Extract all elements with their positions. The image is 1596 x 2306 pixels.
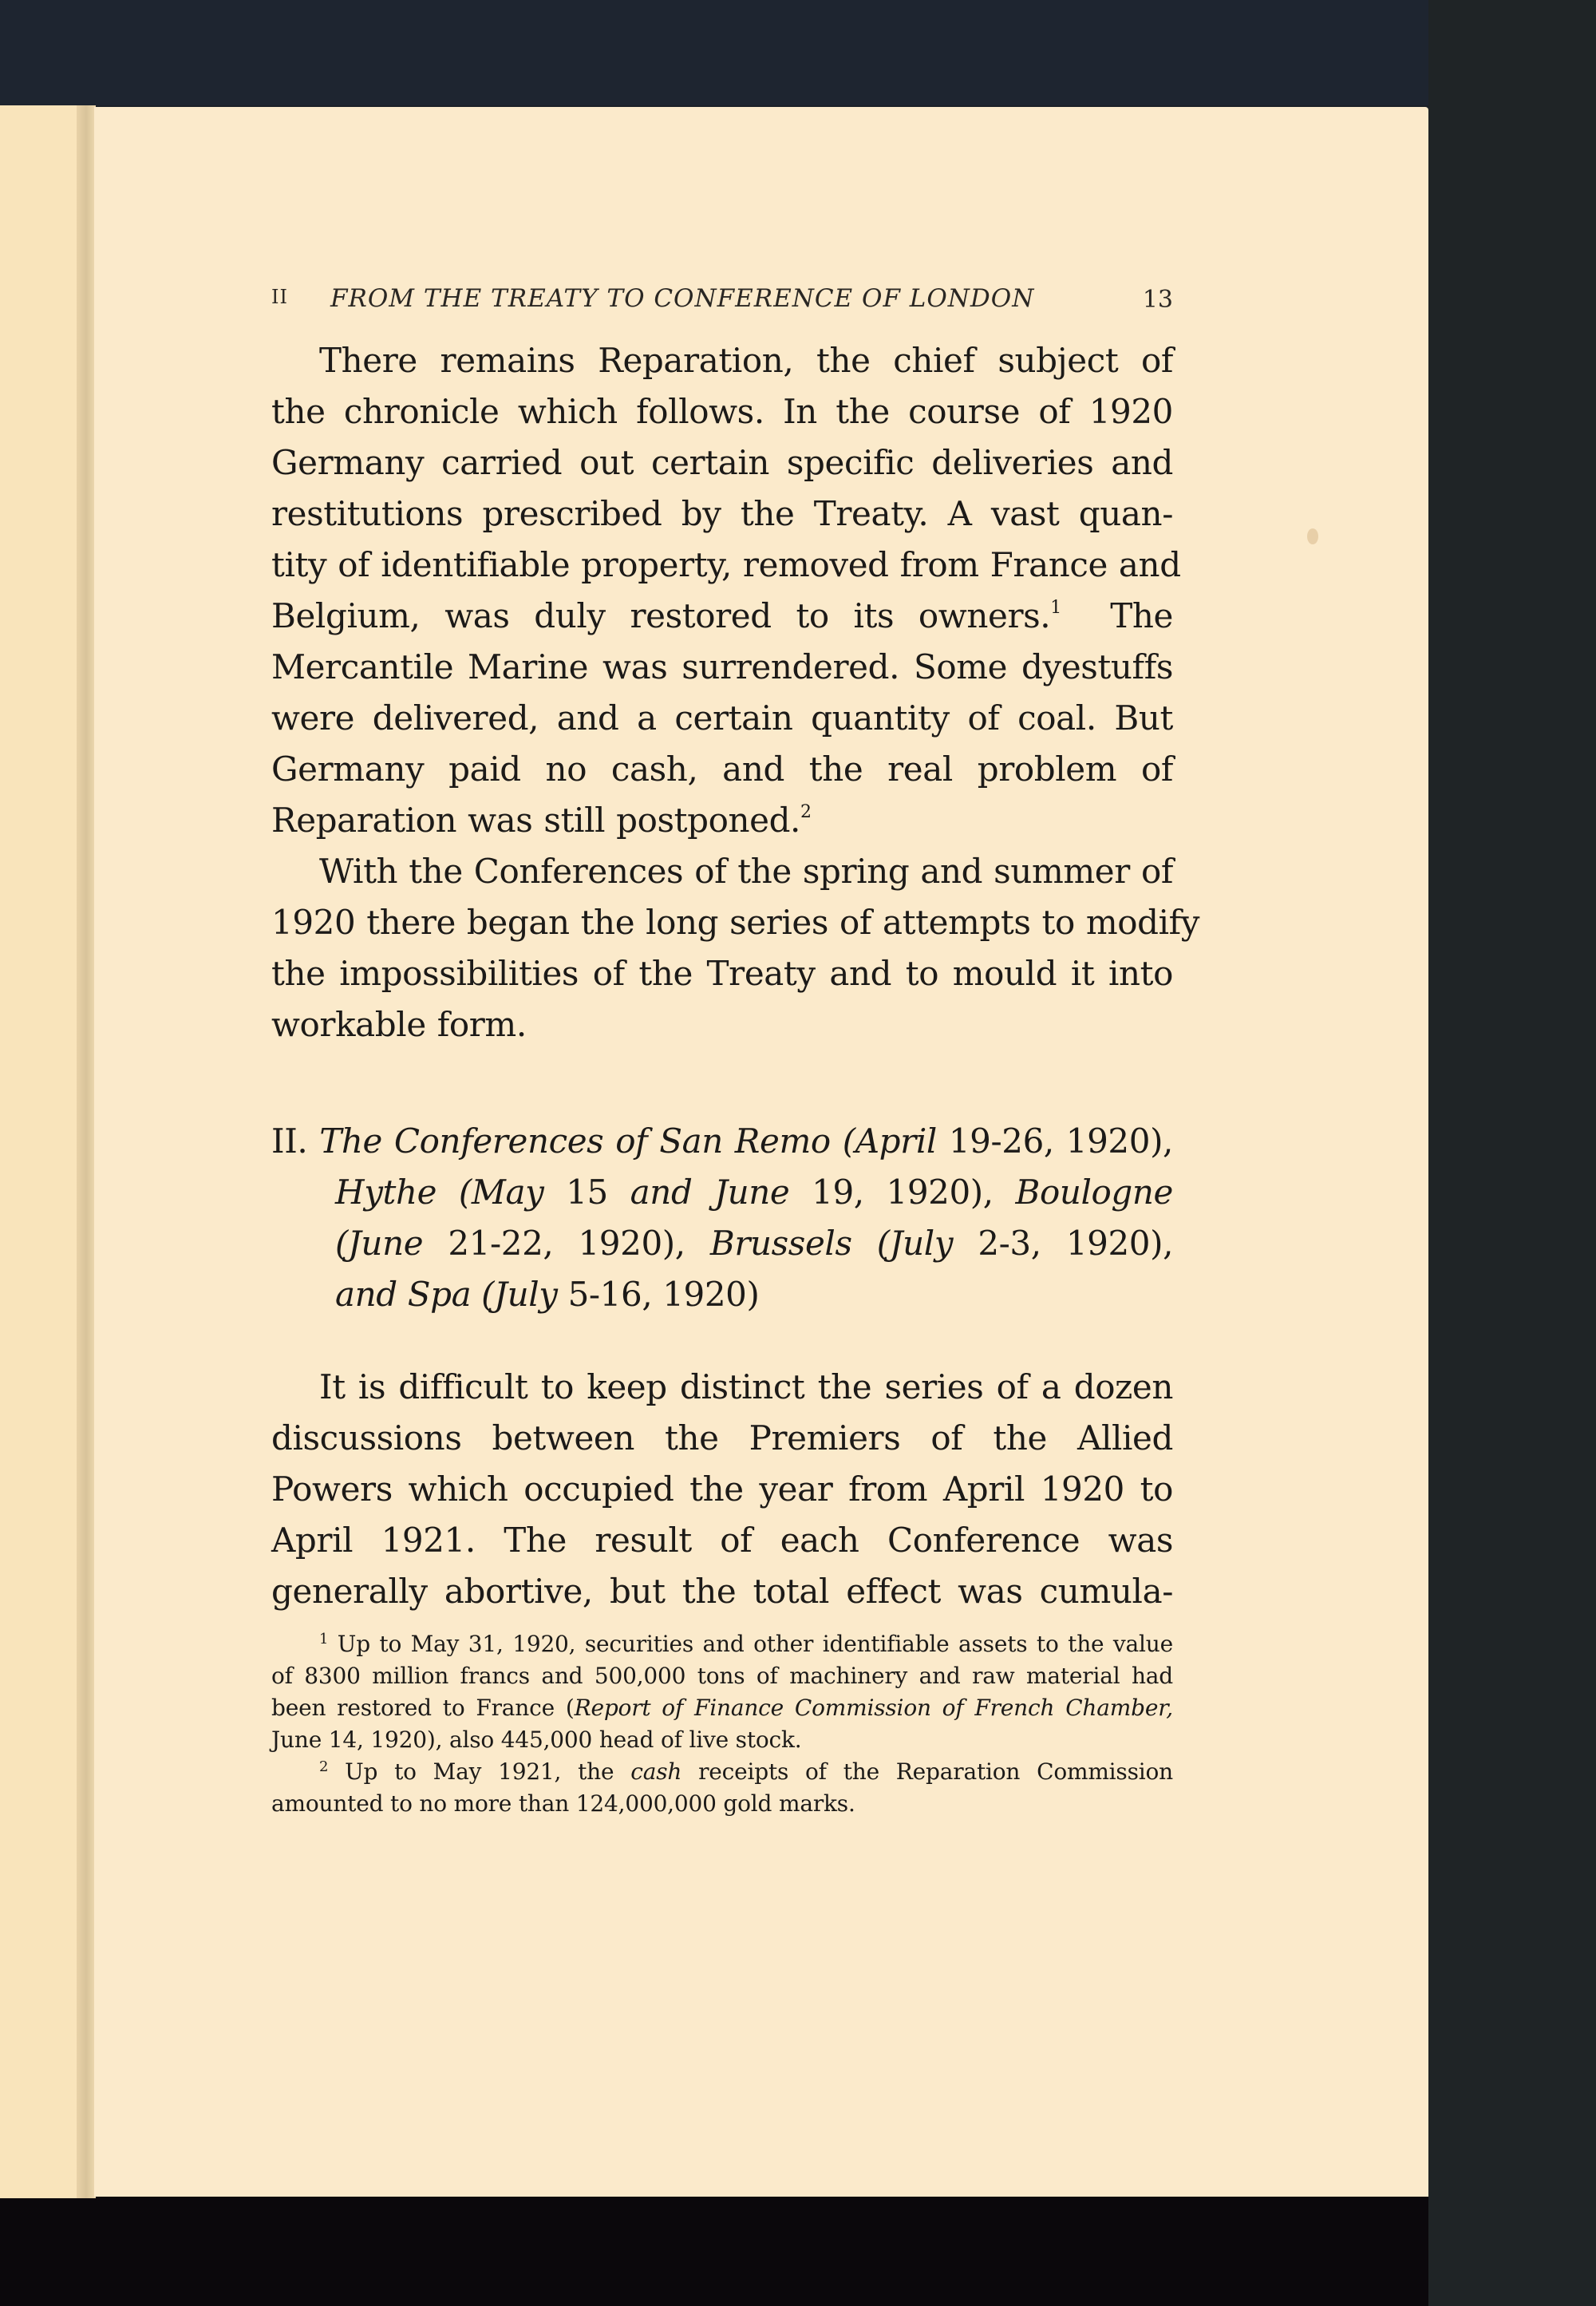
heading-date: 2-3, 1920),: [978, 1224, 1174, 1263]
heading-line: [271, 1218, 1173, 1269]
text-fragment: Reparation was still postponed.: [271, 801, 801, 840]
section-number: II.: [271, 1121, 308, 1161]
running-title: FROM THE TREATY TO CONFERENCE OF LONDON: [330, 284, 1035, 313]
text-line: restitutions prescribed by the Treaty. A vast quan-: [271, 494, 1173, 533]
text-fragment: receipts of the Reparation Commission: [698, 1758, 1174, 1785]
heading-italic: Hythe (May: [335, 1173, 544, 1212]
footnote-1-line: June 14, 1920), also 445,000 head of live stock.: [271, 1727, 802, 1753]
text-line: workable form.: [271, 1005, 527, 1044]
text-line: [271, 795, 1173, 846]
paragraph-conferences: [271, 846, 1200, 1050]
text-fragment: Up to May 31, 1920, securities and other identifiable assets to the value: [337, 1631, 1174, 1657]
paragraph-reparation: [271, 335, 1181, 846]
text-line: Powers which occupied the year from April 1920 to: [271, 1469, 1173, 1509]
text-line: There remains Reparation, the chief subject of: [319, 341, 1173, 380]
heading-date: 19-26, 1920),: [948, 1121, 1174, 1161]
text-line: tity of identifiable property, removed from France and: [271, 545, 1181, 584]
text-line: Germany carried out certain specific deliveries and: [271, 443, 1173, 482]
footnote-1-line: [271, 1692, 1173, 1724]
text-fragment: The: [1110, 596, 1173, 635]
heading-date: 21-22, 1920),: [448, 1224, 685, 1263]
paper-stain: [1307, 528, 1318, 544]
footnote-marker-1: 1: [319, 1631, 329, 1647]
chapter-number: II: [271, 286, 288, 308]
text-line: [271, 591, 1173, 642]
book-gutter: [77, 105, 96, 2198]
text-line: Mercantile Marine was surrendered. Some dyestuffs: [271, 647, 1173, 686]
section-heading: [271, 1116, 1173, 1320]
citation-italic: Report of Finance Commission of French Chamber,: [574, 1695, 1173, 1721]
background-top: [0, 0, 1596, 105]
text-line: It is difficult to keep distinct the series of a dozen: [319, 1367, 1173, 1406]
footnote-marker-2: 2: [319, 1758, 329, 1775]
text-fragment: Belgium, was duly restored to its owners.: [271, 596, 1051, 635]
footnote-ref-2[interactable]: 2: [800, 802, 812, 822]
text-line: the chronicle which follows. In the course of 1920: [271, 392, 1173, 431]
footnote-2-line: [271, 1756, 1173, 1788]
paragraph-discussions: [271, 1362, 1173, 1617]
text-line: discussions between the Premiers of the Allied: [271, 1418, 1173, 1458]
text-line: the impossibilities of the Treaty and to mould it into: [271, 954, 1173, 993]
heading-italic: and Spa (July: [335, 1275, 558, 1314]
heading-date: 5-16, 1920): [567, 1275, 760, 1314]
page-number: 13: [1142, 286, 1173, 314]
text-fragment: been restored to France (: [271, 1695, 575, 1721]
footnote-1-line: [271, 1628, 1173, 1660]
footnotes: [271, 1628, 1173, 1820]
heading-italic: Brussels (July: [709, 1224, 954, 1263]
heading-italic: (June: [335, 1224, 424, 1263]
text-line: were delivered, and a certain quantity of coal. But: [271, 698, 1173, 738]
heading-line: [271, 1269, 1173, 1320]
footnote-2-line: amounted to no more than 124,000,000 gold marks.: [271, 1790, 855, 1817]
background-bottom: [0, 2197, 1428, 2306]
text-line: Germany paid no cash, and the real problem of: [271, 750, 1173, 789]
text-line: April 1921. The result of each Conference was: [271, 1521, 1173, 1560]
emphasis-italic: cash: [630, 1758, 682, 1785]
text-line: 1920 there began the long series of attempts to modify: [271, 903, 1200, 942]
heading-italic: Boulogne: [1015, 1173, 1174, 1212]
heading-date: 15: [566, 1173, 608, 1212]
heading-line: [271, 1167, 1173, 1218]
footnote-1-line: of 8300 million francs and 500,000 tons of machinery and raw material had: [271, 1663, 1173, 1689]
heading-italic: The Conferences of San Remo (April: [319, 1121, 937, 1161]
text-line: With the Conferences of the spring and summer of: [319, 852, 1173, 891]
text-line: generally abortive, but the total effect was cumula-: [271, 1572, 1173, 1611]
text-fragment: Up to May 1921, the: [345, 1758, 614, 1785]
heading-line: [271, 1116, 1173, 1167]
heading-italic: and June: [630, 1173, 790, 1212]
footnote-ref-1[interactable]: 1: [1050, 598, 1061, 618]
heading-date: 19, 1920),: [812, 1173, 994, 1212]
background-right: [1428, 0, 1596, 2306]
running-head: [271, 284, 1173, 316]
facing-page-edge: [0, 105, 78, 2198]
